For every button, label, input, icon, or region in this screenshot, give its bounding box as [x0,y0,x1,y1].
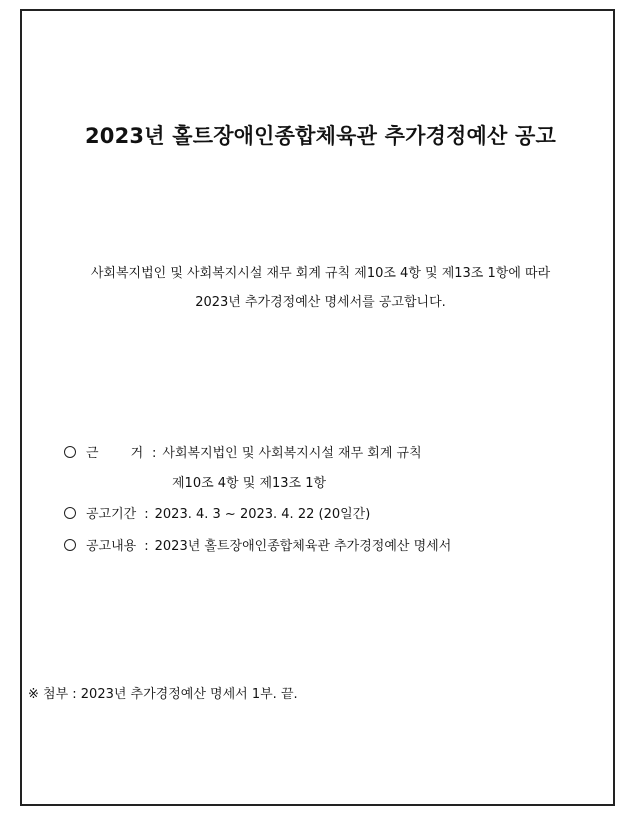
notice-period-item [64,503,370,522]
basis-value-line-2: 제10조 4항 및 제13조 1항 [172,476,327,491]
circle-bullet-icon [64,539,76,551]
notice-content-label: 공고내용 [86,539,137,554]
intro-line-1: 사회복지법인 및 사회복지시설 재무 회계 규칙 제10조 4항 및 제13조 1항에 따라 [90,266,551,281]
basis-value-line-1: 사회복지법인 및 사회복지시설 재무 회계 규칙 [162,446,422,461]
colon: : [144,507,149,522]
notice-period-label: 공고기간 [86,507,137,522]
circle-bullet-icon [64,507,76,519]
basis-item [64,442,422,461]
colon: : [144,539,149,554]
notice-content-item [64,535,451,554]
circle-bullet-icon [64,446,76,458]
notice-content-value: 2023년 홀트장애인종합체육관 추가경정예산 명세서 [154,539,452,554]
document-title: 2023년 홀트장애인종합체육관 추가경정예산 공고 [84,124,556,148]
notice-period-value: 2023. 4. 3 ~ 2023. 4. 22 (20일간) [154,507,371,522]
colon: : [152,446,157,461]
basis-label: 근 거 [86,446,144,461]
attachment-note: ※ 첨부 : 2023년 추가경정예산 명세서 1부. 끝. [28,687,298,702]
intro-line-2: 2023년 추가경정예산 명세서를 공고합니다. [195,295,446,310]
